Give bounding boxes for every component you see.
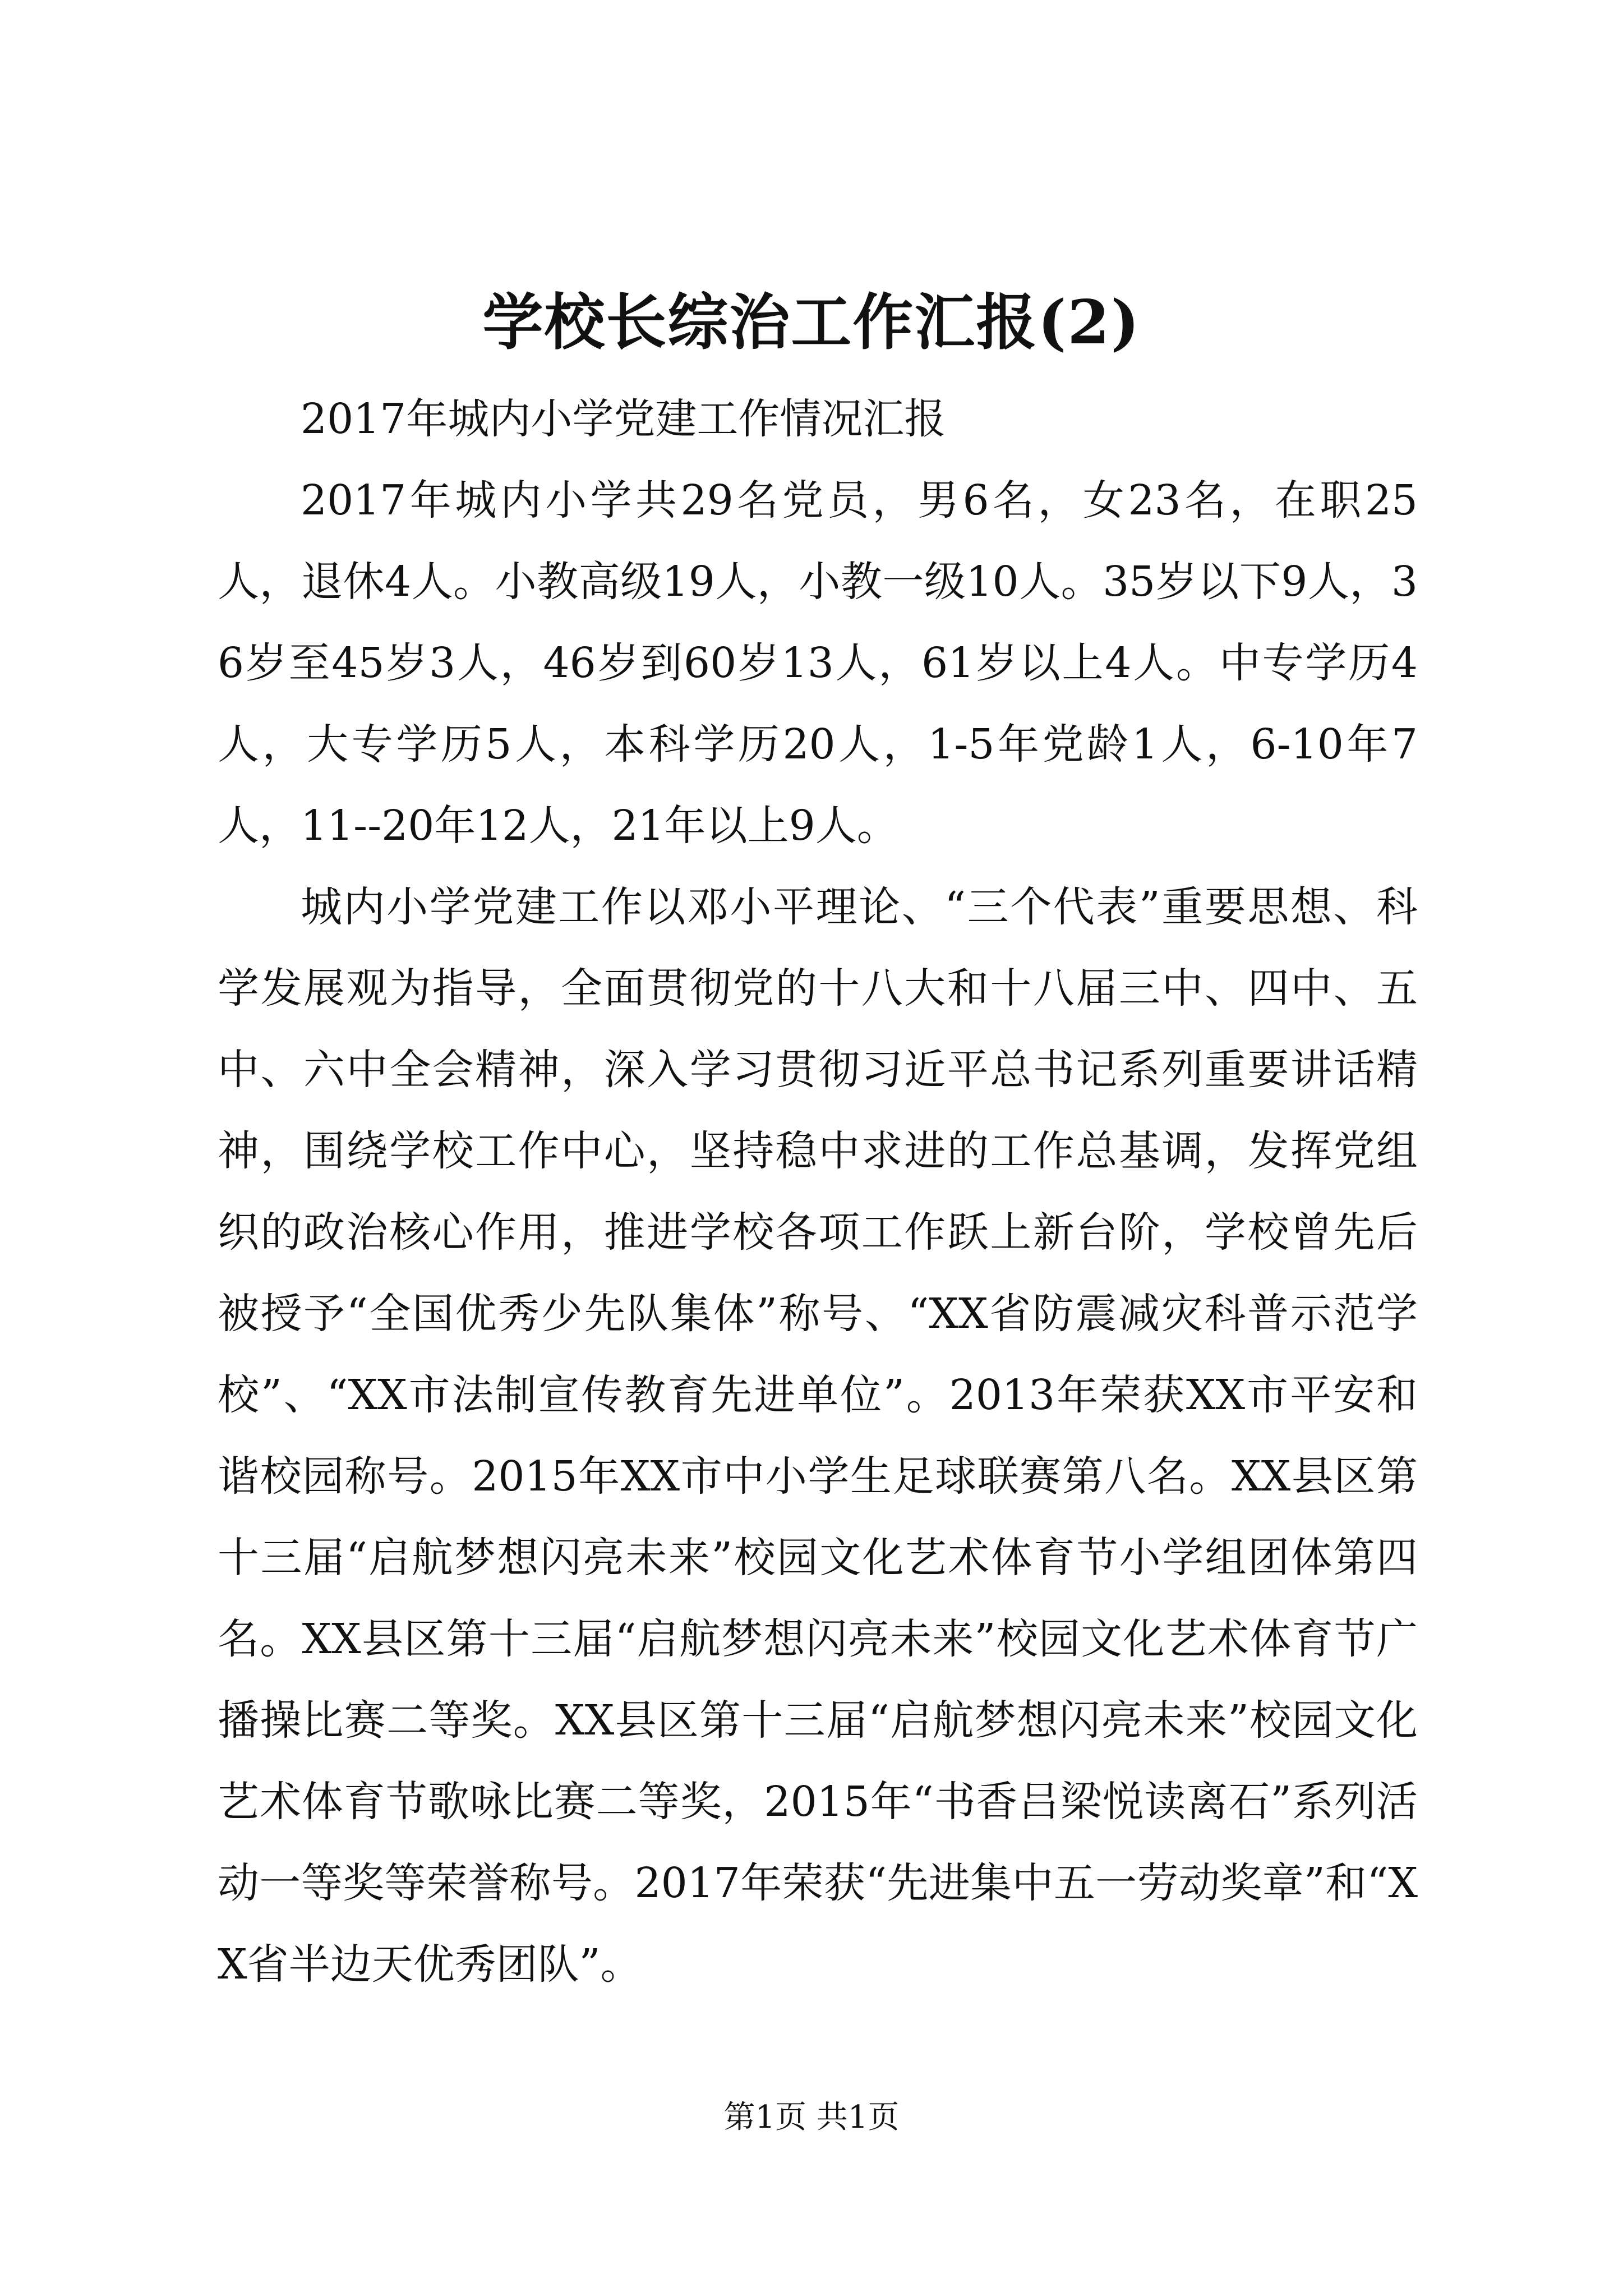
document-title: 学校长综治工作汇报(2)	[482, 287, 1141, 358]
document-body	[218, 379, 1418, 2005]
paragraph-subtitle: 2017年城内小学党建工作情况汇报	[301, 395, 946, 443]
page-footer: 第1页 共1页	[723, 2099, 900, 2136]
paragraph-member-stats: 2017年城内小学共29名党员，男6名，女23名，在职25人，退休4人。小教高级19人，小教一级10人。35岁以下9人，36岁至45岁3人，46岁到60岁13人，61岁以上4人。中专学历4人，大专学历5人，本科学历20人，1-5年党龄1人，6-10年7人，11--20年12人，21年以上9人。	[218, 476, 1418, 850]
paragraph-work-summary: 城内小学党建工作以邓小平理论、“三个代表”重要思想、科学发展观为指导，全面贯彻党的十八大和十八届三中、四中、五中、六中全会精神，深入学习贯彻习近平总书记系列重要讲话精神，围绕学校工作中心，坚持稳中求进的工作总基调，发挥党组织的政治核心作用，推进学校各项工作跃上新台阶，学校曾先后被授予“全国优秀少先队集体”称号、“XX省防震减灾科普示范学校”、“XX市法制宣传教育先进单位”。2013年荣获XX市平安和谐校园称号。2015年XX市中小学生足球联赛第八名。XX县区第十三届“启航梦想闪亮未来”校园文化艺术体育节小学组团体第四名。XX县区第十三届“启航梦想闪亮未来”校园文化艺术体育节广播操比赛二等奖。XX县区第十三届“启航梦想闪亮未来”校园文化艺术体育节歌咏比赛二等奖，2015年“书香吕梁悦读离石”系列活动一等奖等荣誉称号。2017年荣获“先进集中五一劳动奖章”和“XX省半边天优秀团队”。	[218, 883, 1418, 1989]
